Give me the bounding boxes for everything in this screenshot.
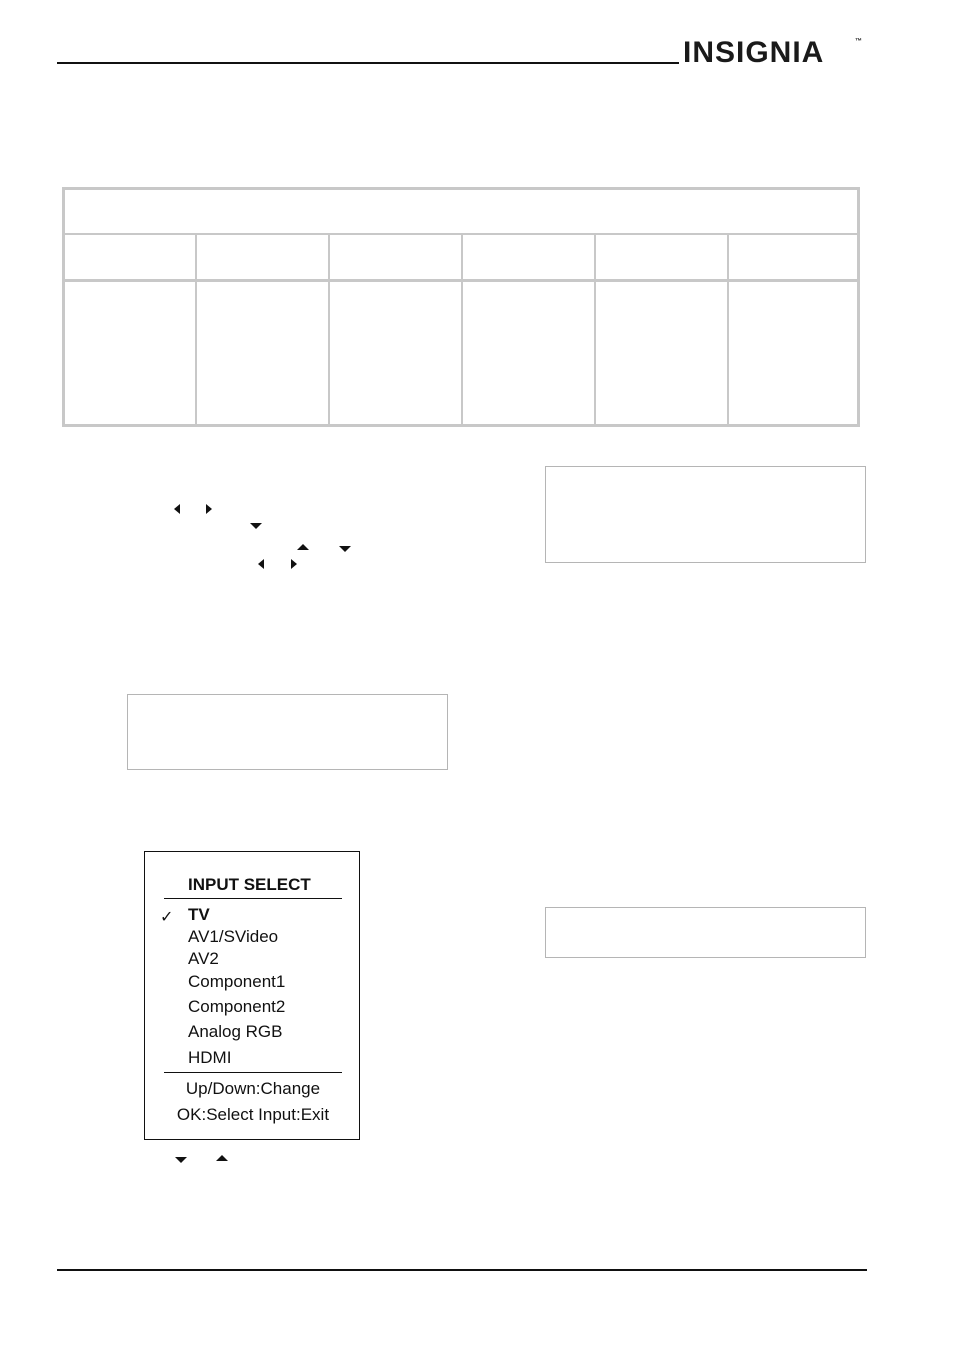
- menu-item-hdmi[interactable]: HDMI: [188, 1048, 232, 1067]
- menu-item-analog-rgb[interactable]: Analog RGB: [188, 1022, 283, 1041]
- down-arrow-icon: [250, 523, 262, 529]
- up-arrow-icon: [216, 1155, 228, 1161]
- menu-item-component2[interactable]: Component2: [188, 997, 286, 1016]
- insignia-logo: [683, 38, 863, 76]
- logo-wordmark: INSIGNIA: [683, 36, 825, 69]
- menu-title: INPUT SELECT: [188, 875, 311, 894]
- input-select-menu: [144, 851, 360, 1140]
- left-arrow-icon: [258, 559, 264, 569]
- menu-item-av1-svideo[interactable]: AV1/SVideo: [188, 927, 279, 946]
- check-icon: ✓: [160, 909, 174, 926]
- logo-trademark: ™: [855, 38, 862, 45]
- menu-item-tv[interactable]: TV: [188, 905, 210, 924]
- right-arrow-icon: [206, 504, 212, 514]
- menu-item-av2[interactable]: AV2: [188, 949, 219, 968]
- note-box: [545, 907, 866, 958]
- menu-title-rule: [164, 898, 342, 899]
- menu-help-change: Up/Down:Change: [185, 1079, 321, 1098]
- specification-table: [62, 187, 860, 427]
- menu-help-select-exit: OK:Select Input:Exit: [176, 1105, 330, 1124]
- table-column-divider: [594, 235, 596, 424]
- footer-rule: [57, 1269, 867, 1271]
- right-arrow-icon: [291, 559, 297, 569]
- up-arrow-icon: [297, 544, 309, 550]
- table-column-divider: [328, 235, 330, 424]
- menu-item-component1[interactable]: Component1: [188, 972, 286, 991]
- note-box: [127, 694, 448, 770]
- table-column-divider: [727, 235, 729, 424]
- note-box: [545, 466, 866, 563]
- header-rule: [57, 62, 679, 64]
- down-arrow-icon: [175, 1157, 187, 1163]
- table-column-divider: [195, 235, 197, 424]
- table-column-divider: [461, 235, 463, 424]
- left-arrow-icon: [174, 504, 180, 514]
- down-arrow-icon: [339, 546, 351, 552]
- menu-footer-rule: [164, 1072, 342, 1073]
